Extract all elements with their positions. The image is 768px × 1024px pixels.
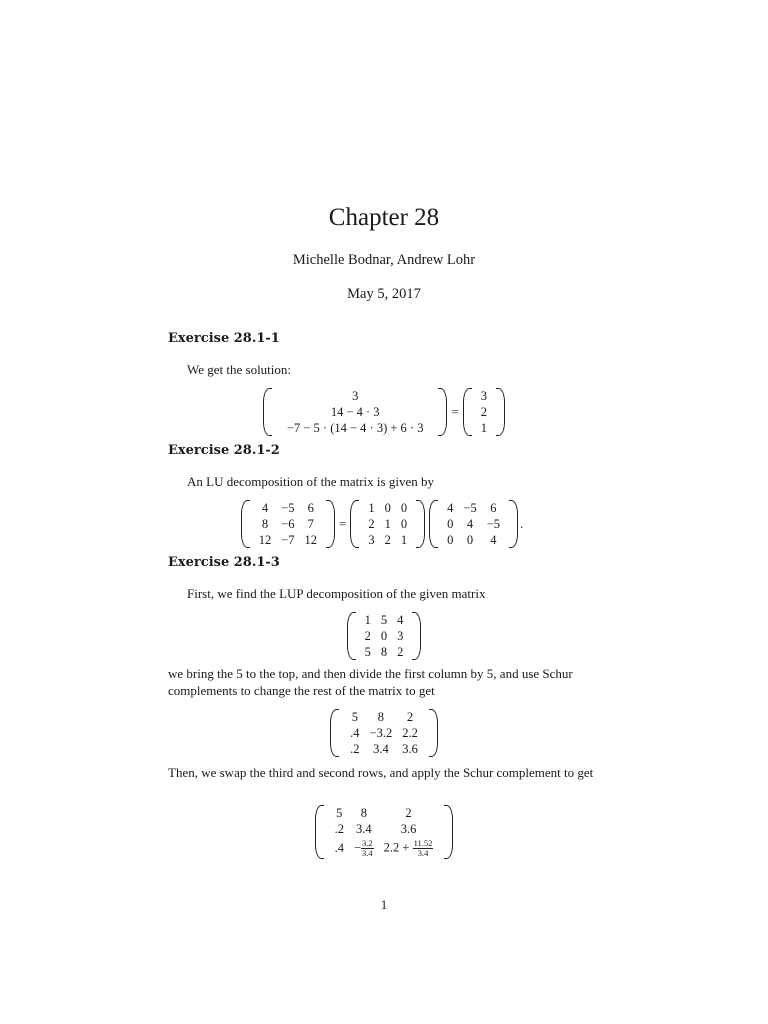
matrix-cell: 3.6	[402, 742, 418, 756]
matrix-cell: −6	[281, 517, 295, 531]
exercise-text: Then, we swap the third and second rows, and apply the Schur complement to get	[168, 765, 594, 780]
matrix-cell: 0	[447, 533, 454, 547]
matrix-cell: 1	[368, 501, 375, 515]
matrix-cell: 1	[480, 421, 488, 435]
equals-sign: =	[451, 404, 459, 419]
matrix-cell: 2	[384, 533, 391, 547]
page-title: Chapter 28	[328, 204, 440, 231]
matrix-cell: 8	[360, 806, 367, 820]
matrix-u	[429, 500, 518, 548]
matrix-cell: 2	[406, 710, 414, 724]
matrix-cell: 2	[480, 405, 488, 419]
exercise-heading-28-1-1: Exercise 28.1-1	[168, 331, 280, 346]
matrix-cell: 4	[490, 533, 497, 547]
matrix-cell: 8	[377, 710, 384, 724]
matrix-cell: 2.2	[402, 726, 418, 740]
matrix-cell: .4	[350, 726, 360, 740]
matrix-cell: −5	[463, 501, 477, 515]
matrix-cell: 6	[307, 501, 314, 515]
matrix-cell: 3	[352, 389, 359, 403]
matrix-cell: 0	[380, 629, 388, 643]
period: .	[520, 516, 524, 531]
matrix-cell: 2	[397, 645, 404, 659]
matrix-a	[241, 500, 335, 548]
matrix-cell: 1	[364, 613, 371, 627]
equals-sign: =	[339, 516, 347, 531]
matrix-rhs	[463, 388, 505, 436]
matrix-cell: 4	[397, 613, 404, 627]
matrix-cell: .4	[334, 841, 344, 855]
matrix-cell: 3	[480, 389, 488, 403]
fraction-denominator: 3.4	[362, 847, 373, 858]
matrix-cell: 12	[258, 533, 272, 547]
matrix-cell: 3.4	[356, 822, 372, 836]
exercise-text: We get the solution:	[187, 362, 292, 377]
matrix-schur-2	[0, 805, 768, 859]
fraction-denominator: 3.4	[417, 847, 429, 858]
fraction-numerator: 3.2	[362, 837, 373, 848]
matrix-cell: −7	[281, 533, 295, 547]
matrix-cell: 5	[336, 806, 343, 820]
matrix-m3	[315, 805, 454, 859]
matrix-cell: .2	[350, 742, 360, 756]
exercise-text: An LU decomposition of the matrix is given by	[187, 474, 434, 489]
matrix-cell: 14 − 4 · 3	[330, 405, 380, 419]
matrix-cell: 1	[384, 517, 391, 531]
equation-28-1-2	[0, 500, 768, 548]
fraction	[361, 839, 374, 858]
fraction	[413, 839, 434, 858]
matrix-cell: 2	[405, 806, 412, 820]
matrix-cell-fraction	[349, 837, 379, 859]
matrix-cell: 0	[466, 533, 474, 547]
matrix-cell: 5	[364, 645, 371, 659]
matrix-cell: 0	[447, 517, 454, 531]
equation-28-1-1	[0, 388, 768, 436]
exercise-text: we bring the 5 to the top, and then divide the first column by 5, and use Schur complements to change the rest of the matrix to get	[168, 666, 573, 698]
matrix-cell: 2	[364, 629, 371, 643]
matrix-cell: 7	[307, 517, 314, 531]
matrix-m2	[330, 709, 438, 757]
matrix-cell: 5	[380, 613, 388, 627]
fraction-numerator: 11.52	[413, 837, 433, 848]
matrix-cell: 4	[466, 517, 474, 531]
minus-sign: −	[353, 839, 362, 854]
exercise-heading-28-1-2: Exercise 28.1-2	[168, 443, 280, 458]
matrix-l	[350, 500, 425, 548]
matrix-cell: 0	[400, 501, 408, 515]
matrix-cell: −7 − 5 · (14 − 4 · 3) + 6 · 3	[286, 421, 424, 435]
exercise-heading-28-1-3: Exercise 28.1-3	[168, 555, 280, 570]
matrix-cell: 3	[368, 533, 375, 547]
sum-prefix: 2.2 +	[383, 839, 410, 854]
matrix-cell: .2	[334, 822, 344, 836]
matrix-cell: −5	[486, 517, 501, 531]
matrix-cell: 4	[447, 501, 454, 515]
matrix-m1	[347, 612, 422, 660]
authors: Michelle Bodnar, Andrew Lohr	[292, 252, 476, 268]
matrix-cell: 4	[261, 501, 269, 515]
matrix-cell: 3.4	[373, 742, 389, 756]
matrix-cell: 2	[368, 517, 375, 531]
matrix-cell: 0	[384, 501, 391, 515]
matrix-cell: 0	[400, 517, 408, 531]
page-number: 1	[380, 897, 388, 912]
matrix-cell: 8	[380, 645, 388, 659]
matrix-cell: 3	[397, 629, 404, 643]
matrix-cell: 6	[490, 501, 497, 515]
matrix-cell: 8	[261, 517, 269, 531]
matrix-cell: 12	[304, 533, 318, 547]
matrix-cell-fraction	[379, 837, 439, 859]
matrix-cell: 3.6	[400, 822, 417, 836]
matrix-cell: 5	[351, 710, 358, 724]
exercise-text: First, we find the LUP decomposition of the given matrix	[187, 586, 486, 601]
date: May 5, 2017	[347, 286, 421, 302]
matrix-schur-1	[0, 709, 768, 757]
matrix-cell: −5	[281, 501, 295, 515]
matrix-given	[0, 612, 768, 660]
matrix-cell: 1	[400, 533, 408, 547]
matrix-cell: −3.2	[369, 726, 393, 740]
matrix-lhs	[263, 388, 448, 436]
